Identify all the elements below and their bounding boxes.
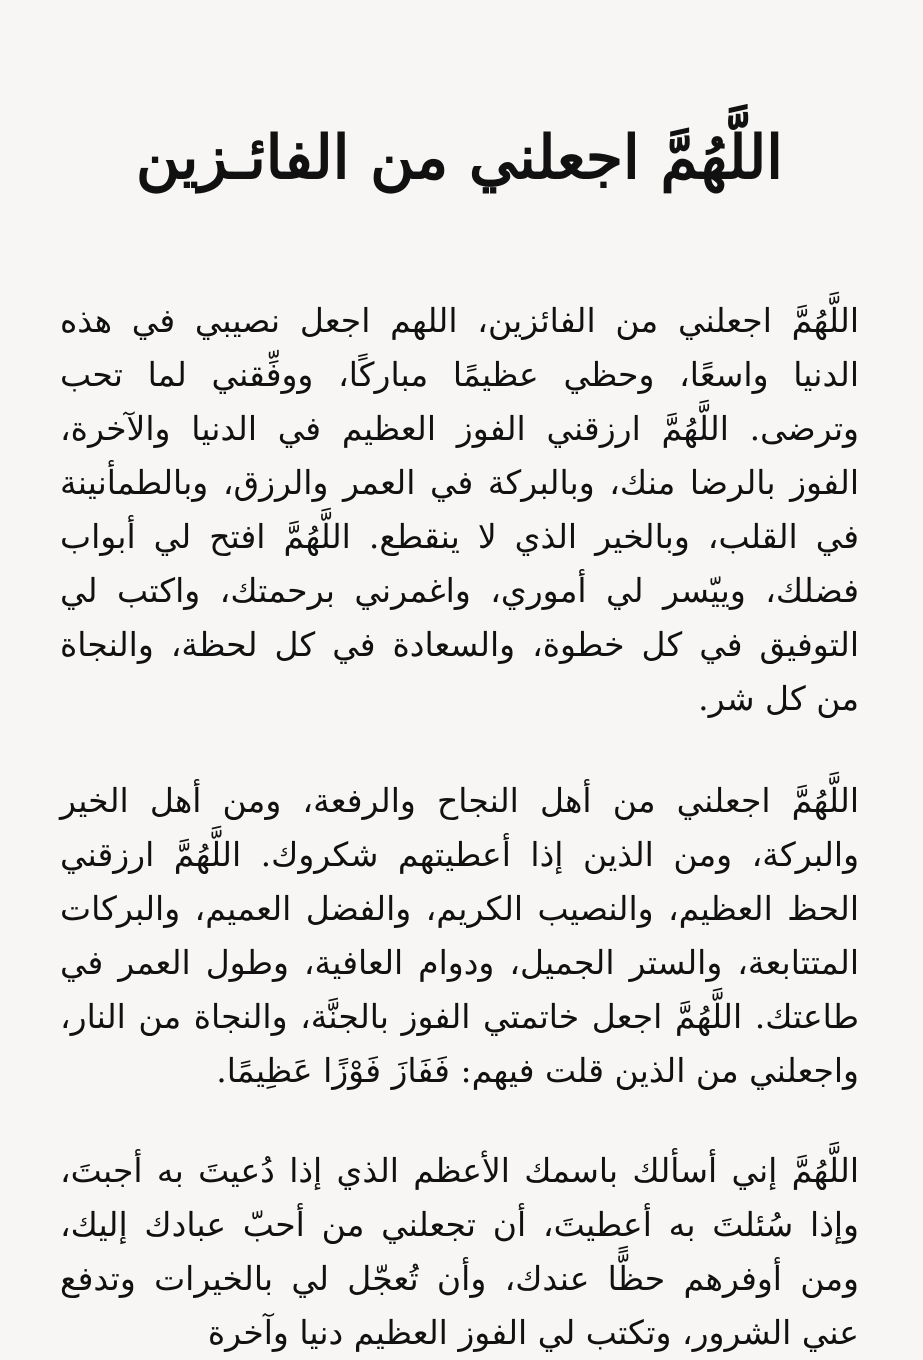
page-title: اللَّهُمَّ اجعلني من الفائـزين [136, 123, 783, 193]
paragraph-3: اللَّهُمَّ إني أسألك باسمك الأعظم الذي إذا دُعيتَ به أجبتَ، وإذا سُئلتَ به أعطيتَ، أن تجعلني من أحبّ عبادك إليك، ومن أوفرهم حظًّا عندك، وأن تُعجّل لي بالخيرات وتدفع عني الشرور، وتكتب لي الفوز العظيم دنيا وآخرة [60, 1151, 859, 1352]
paragraph-2: اللَّهُمَّ اجعلني من أهل النجاح والرفعة، ومن أهل الخير والبركة، ومن الذين إذا أعطيتهم شكروك. اللَّهُمَّ ارزقني الحظ العظيم، والنصيب الكريم، والفضل العميم، والبركات المتتابعة، والستر الجميل، ودوام العافية، وطول العمر في طاعتك. اللَّهُمَّ اجعل خاتمتي الفوز بالجنَّة، والنجاة من النار، واجعلني من الذين قلت فيهم: فَفَازَ فَوْزًا عَظِيمًا. [60, 781, 859, 1090]
paragraph-1: اللَّهُمَّ اجعلني من الفائزين، اللهم اجعل نصيبي في هذه الدنيا واسعًا، وحظي عظيمًا مباركًا، ووفِّقني لما تحب وترضى. اللَّهُمَّ ارزقني الفوز العظيم في الدنيا والآخرة، الفوز بالرضا منك، وبالبركة في العمر والرزق، وبالطمأنينة في القلب، وبالخير الذي لا ينقطع. اللَّهُمَّ افتح لي أبواب فضلك، وييّسر لي أموري، واغمرني برحمتك، واكتب لي التوفيق في كل خطوة، والسعادة في كل لحظة، والنجاة من كل شر. [60, 301, 860, 718]
